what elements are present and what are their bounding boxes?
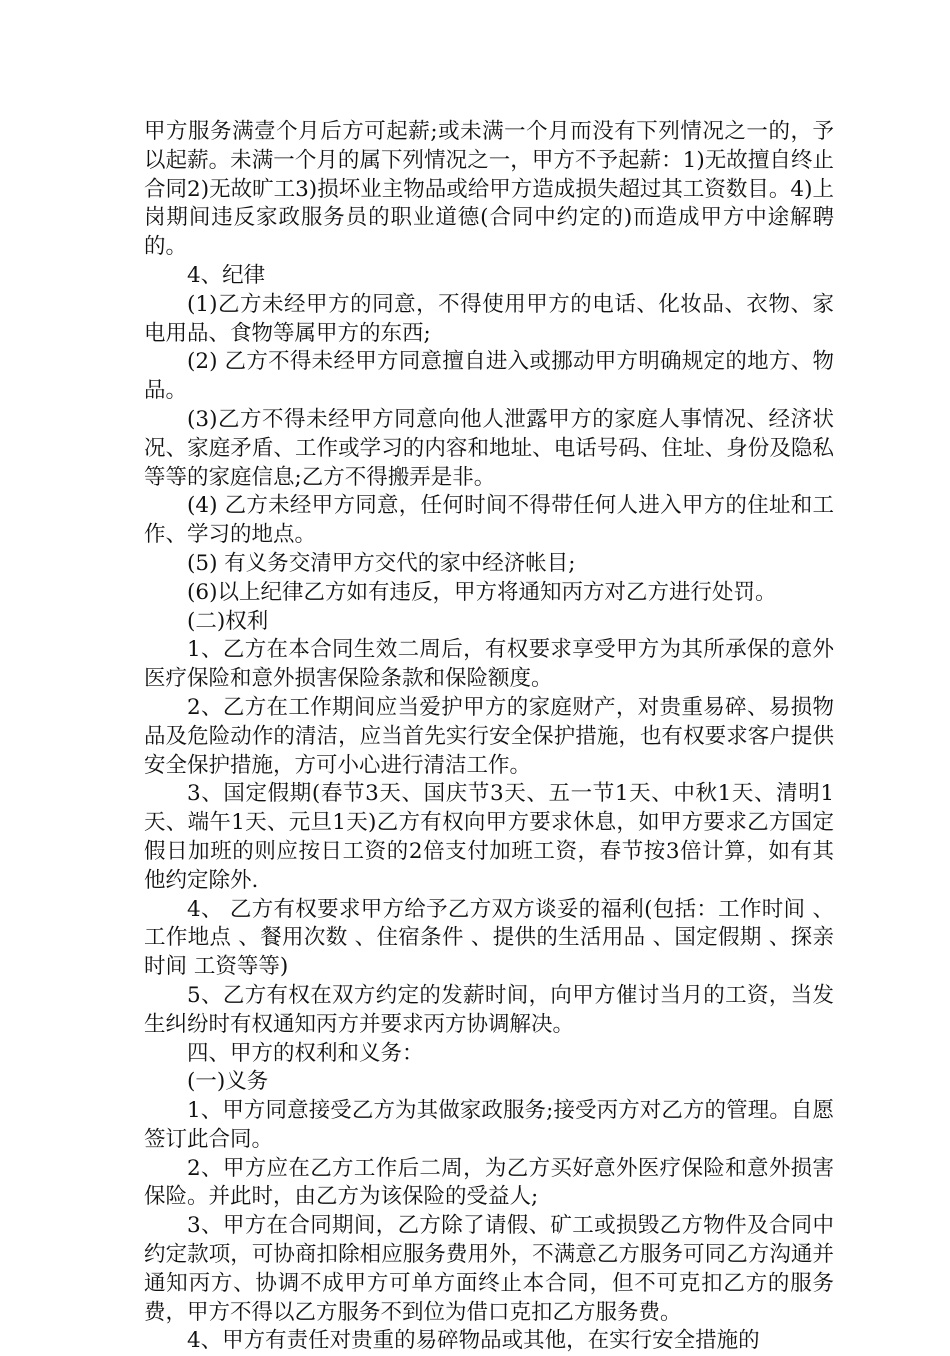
- document-page: [144, 118, 834, 1356]
- duties-item-1: 1、甲方同意接受乙方为其做家政服务;接受丙方对乙方的管理。自愿签订此合同。: [144, 1098, 834, 1152]
- discipline-item-2: (2) 乙方不得未经甲方同意擅自进入或挪动甲方明确规定的地方、物品。: [144, 349, 834, 404]
- heading-discipline: 4、纪律: [187, 262, 266, 288]
- rights-item-2: 2、乙方在工作期间应当爱护甲方的家庭财产，对贵重易碎、易损物品及危险动作的清洁，应当首先实行安全保护措施，也有权要求客户提供安全保护措施，方可小心进行清洁工作。: [144, 694, 834, 778]
- rights-item-3: 3、国定假期(春节3天、国庆节3天、五一节1天、中秋1天、清明1天、端午1天、元旦1天)乙方有权向甲方要求休息，如甲方要求乙方国定假日加班的则应按日工资的2倍支付加班工资，春节按3倍计算，如有其他约定除外.: [144, 781, 834, 893]
- discipline-item-3: (3)乙方不得未经甲方同意向他人泄露甲方的家庭人事情况、经济状况、家庭矛盾、工作或学习的内容和地址、电话号码、住址、身份及隐私等等的家庭信息;乙方不得搬弄是非。: [144, 406, 834, 490]
- duties-item-3: 3、甲方在合同期间，乙方除了请假、矿工或损毁乙方物件及合同中约定款项，可协商扣除相应服务费用外，不满意乙方服务可同乙方沟通并通知丙方、协调不成甲方可单方面终止本合同，但不可克扣乙方的服务费，甲方不得以乙方服务不到位为借口克扣乙方服务费。: [144, 1213, 834, 1325]
- duties-item-4: 4、甲方有责任对贵重的易碎物品或其他，在实行安全措施的: [187, 1328, 760, 1354]
- rights-item-4: 4、 乙方有权要求甲方给予乙方双方谈妥的福利(包括：工作时间 、工作地点 、餐用次数 、住宿条件 、提供的生活用品 、国定假期 、探亲时间 工资等等): [144, 896, 834, 980]
- discipline-item-5: (5) 有义务交清甲方交代的家中经济帐目;: [187, 550, 576, 576]
- rights-item-1: 1、乙方在本合同生效二周后，有权要求享受甲方为其所承保的意外医疗保险和意外损害保险条款和保险额度。: [144, 637, 834, 692]
- discipline-item-1: (1)乙方未经甲方的同意，不得使用甲方的电话、化妆品、衣物、家电用品、食物等属甲方的东西;: [144, 291, 834, 346]
- heading-party-a-rights-duties: 四、甲方的权利和义务：: [187, 1040, 424, 1066]
- rights-item-5: 5、乙方有权在双方约定的发薪时间，向甲方催讨当月的工资，当发生纠纷时有权通知丙方并要求丙方协调解决。: [144, 982, 834, 1037]
- paragraph-salary-start: 甲方服务满壹个月后方可起薪;或未满一个月而没有下列情况之一的，予以起薪。未满一个月的属下列情况之一，甲方不予起薪：1)无故擅自终止合同2)无故旷工3)损坏业主物品或给甲方造成损失超过其工资数目。4)上岗期间违反家政服务员的职业道德(合同中约定的)而造成甲方中途解聘的。: [144, 119, 834, 260]
- heading-rights: (二)权利: [187, 608, 269, 634]
- discipline-item-6: (6)以上纪律乙方如有违反，甲方将通知丙方对乙方进行处罚。: [187, 579, 777, 605]
- heading-duties: (一)义务: [187, 1069, 269, 1095]
- discipline-item-4: (4) 乙方未经甲方同意，任何时间不得带任何人进入甲方的住址和工作、学习的地点。: [144, 493, 834, 548]
- duties-item-2: 2、甲方应在乙方工作后二周，为乙方买好意外医疗保险和意外损害保险。并此时，由乙方为该保险的受益人;: [144, 1155, 834, 1210]
